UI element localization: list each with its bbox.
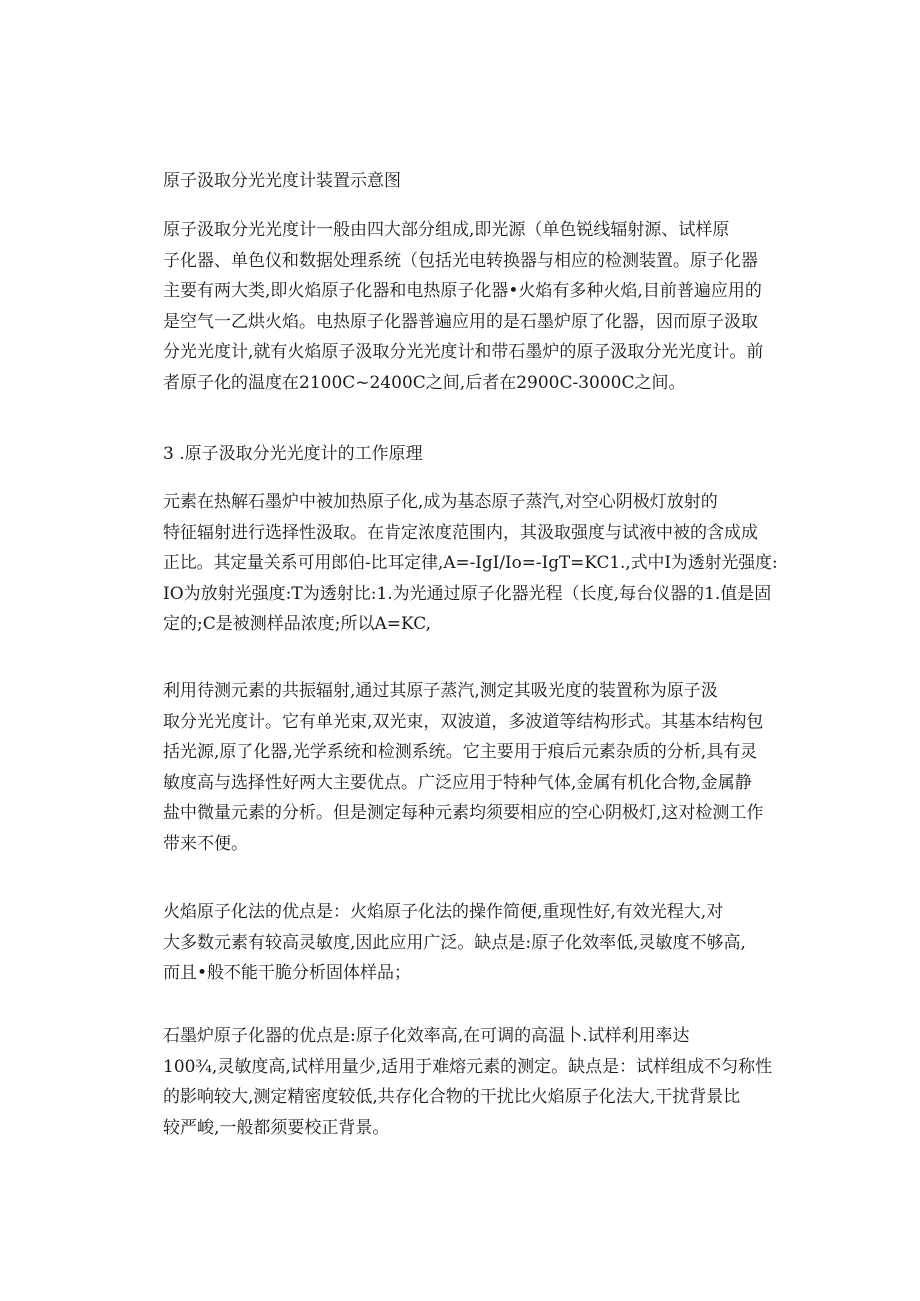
text-line: 原子汲取分光光度计一般由四大部分组成,即光源（单色锐线辐射源、试样原 bbox=[163, 220, 730, 240]
text-line: 较严峻,一般都须要校正背景。 bbox=[163, 1117, 390, 1138]
text-line: 盐中微量元素的分析。但是测定每种元素均须要相应的空心阴极灯,这对检测工作 bbox=[163, 803, 764, 823]
text-line: 火焰原子化法的优点是：火焰原子化法的操作简便,重现性好,有效光程大,对 bbox=[163, 902, 724, 922]
text-line: 元素在热解石墨炉中被加热原子化,成为基态原子蒸汽,对空心阴极灯放射的 bbox=[163, 492, 718, 512]
figure-caption bbox=[163, 166, 778, 197]
text-line: 100¾,灵敏度高,试样用量少,适用于难熔元素的测定。缺点是：试样组成不匀称性 bbox=[163, 1056, 773, 1077]
section-heading-text: 3 .原子汲取分光光度计的工作原理 bbox=[163, 444, 423, 464]
text-line: 分光光度计,就有火焰原子汲取分光光度计和带石墨炉的原子汲取分光光度计。前 bbox=[163, 342, 764, 362]
text-line: 者原子化的温度在2100C~2400C之间,后者在2900C-3000C之间。 bbox=[163, 372, 686, 393]
text-line: 而且•般不能干脆分析固体样品； bbox=[163, 963, 412, 983]
text-line: 利用待测元素的共振辐射,通过其原子蒸汽,测定其吸光度的装置称为原子汲 bbox=[163, 681, 718, 701]
text-line: 敏度高与选择性好两大主要优点。广泛应用于特种气体,金属有机化合物,金属静 bbox=[163, 772, 752, 793]
paragraph-composition bbox=[163, 215, 778, 398]
text-line: 大多数元素有较高灵敏度,因此应用广泛。缺点是:原子化效率低,灵敏度不够高, bbox=[163, 932, 746, 953]
paragraph-graphite-furnace bbox=[163, 1021, 778, 1143]
text-line: 特征辐射进行选择性汲取。在肯定浓度范围内，其汲取强度与试液中被的含成成 bbox=[163, 522, 758, 543]
caption-text: 原子汲取分光光度计装置示意图 bbox=[163, 171, 401, 191]
text-line: IO为放射光强度:T为透射比:1.为光通过原子化器光程（长度,每台仪器的1.值是固 bbox=[163, 583, 772, 604]
text-line: 的影响较大,测定精密度较低,共存化合物的干扰比火焰原子化法大,干扰背景比 bbox=[163, 1087, 741, 1107]
text-line: 定的;C是被测样品浓度;所以A=KC, bbox=[163, 614, 432, 634]
paragraph-principle bbox=[163, 487, 778, 640]
text-line: 括光源,原了化器,光学系统和检测系统。它主要用于痕后元素杂质的分析,具有灵 bbox=[163, 742, 758, 762]
paragraph-structure bbox=[163, 676, 778, 859]
text-line: 子化器、单色仪和数据处理系统（包括光电转换器与相应的检测装置。原子化器 bbox=[163, 250, 758, 271]
text-line: 带来不便。 bbox=[163, 833, 248, 854]
text-line: 石墨炉原子化器的优点是:原子化效率高,在可调的高温卜.试样利用率达 bbox=[163, 1026, 690, 1046]
paragraph-flame-method bbox=[163, 897, 778, 989]
text-line: 取分光光度计。它有单光束,双光束，双波道，多波道等结构形式。其基本结构包 bbox=[163, 711, 764, 732]
section-heading bbox=[163, 439, 778, 470]
text-line: 是空气一乙烘火焰。电热原子化器普遍应用的是石墨炉原了化器，因而原子汲取 bbox=[163, 311, 758, 332]
text-line: 正比。其定量关系可用郎伯-比耳定律,A=-IgI/Io=-IgT=KC1.,式中I为透射光强度: bbox=[163, 553, 778, 573]
text-line: 主要有两大类,即火焰原子化器和电热原子化器•火焰有多种火焰,目前普遍应用的 bbox=[163, 281, 762, 301]
